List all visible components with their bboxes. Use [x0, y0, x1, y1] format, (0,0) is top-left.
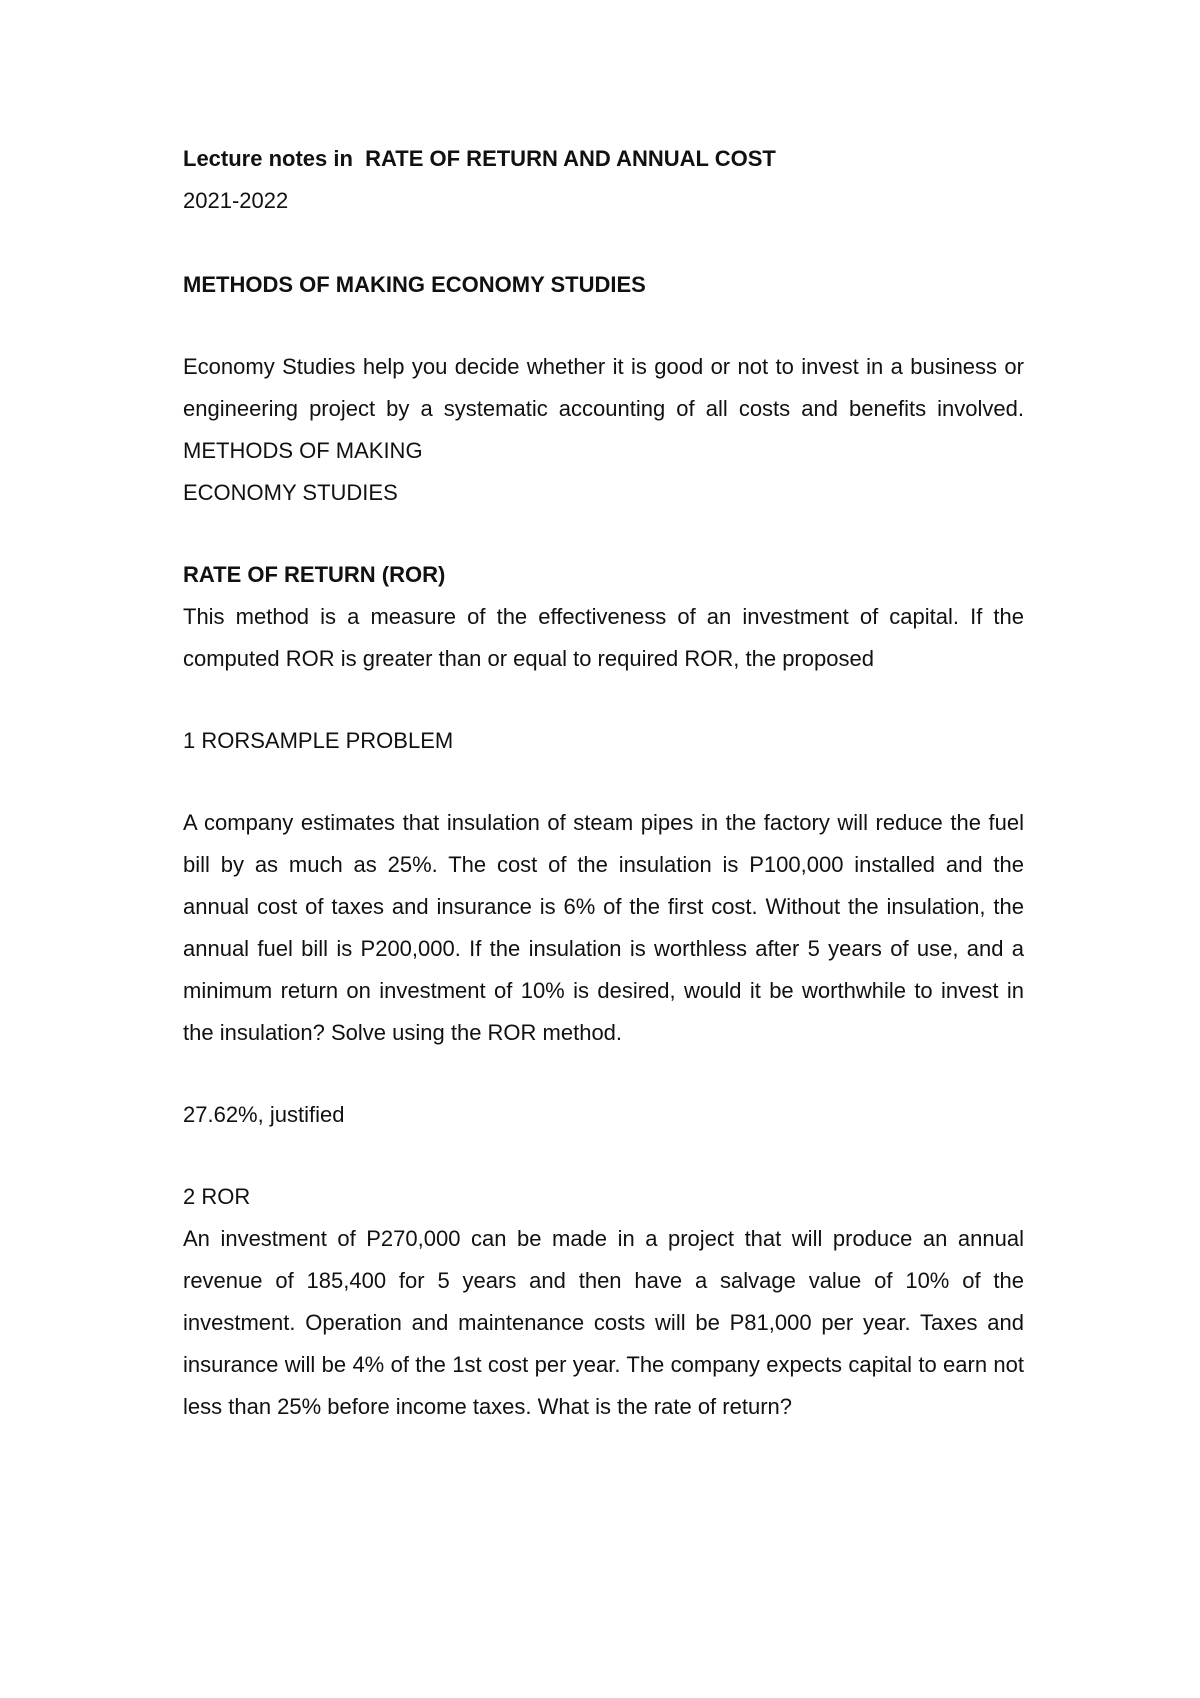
problem2-text: An investment of P270,000 can be made in a project that will produce an annual revenue of 185,400 for 5 years and then have a salvage value of 10% of the investment. Operation and maintenance costs will be P81,000 per year. Taxes and insurance will be 4% of the 1st cost per year. The company expects capital to earn not less than 25% before income taxes. What is the rate of return? [183, 1226, 1024, 1419]
academic-year: 2021-2022 [183, 188, 289, 213]
title-main: RATE OF RETURN AND ANNUAL COST [365, 146, 776, 171]
section-heading: METHODS OF MAKING ECONOMY STUDIES [183, 272, 646, 297]
intro-paragraph: Economy Studies help you decide whether it is good or not to invest in a business or engineering project by a systematic accounting of all costs and benefits involved. METHODS OF MAKING [183, 354, 1024, 463]
problem2-label: 2 ROR [183, 1184, 251, 1209]
document-page [183, 138, 1024, 1428]
problem1-label: 1 RORSAMPLE PROBLEM [183, 728, 454, 753]
ror-heading: RATE OF RETURN (ROR) [183, 562, 446, 587]
document-title [183, 138, 1024, 180]
problem1-text: A company estimates that insulation of steam pipes in the factory will reduce the fuel bill by as much as 25%. The cost of the insulation is P100,000 installed and the annual cost of taxes and insurance is 6% of the first cost. Without the insulation, the annual fuel bill is P200,000. If the insulation is worthless after 5 years of use, and a minimum return on investment of 10% is desired, would it be worthwhile to invest in the insulation? Solve using the ROR method. [183, 810, 1024, 1045]
ror-description: This method is a measure of the effectiveness of an investment of capital. If the computed ROR is greater than or equal to required ROR, the proposed [183, 604, 1024, 671]
problem1-answer: 27.62%, justified [183, 1102, 345, 1127]
title-prefix: Lecture notes in [183, 146, 353, 171]
intro-paragraph-tail: ECONOMY STUDIES [183, 480, 398, 505]
